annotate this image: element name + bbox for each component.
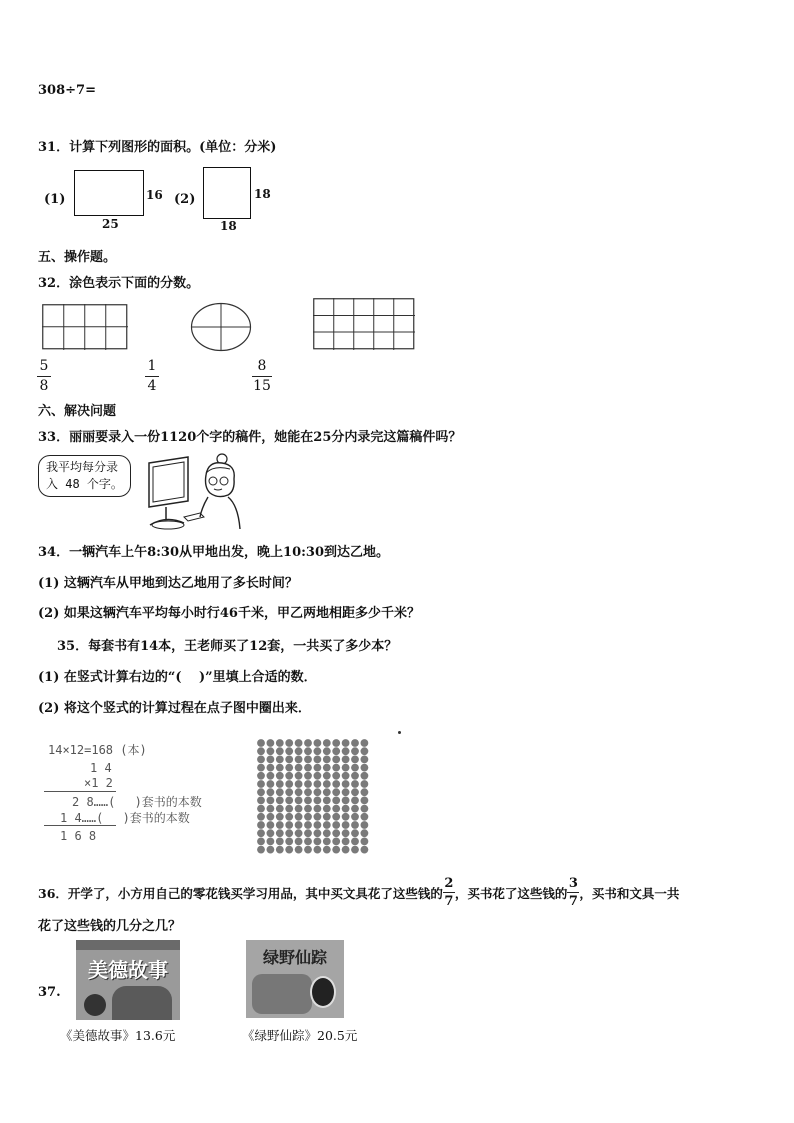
dot bbox=[285, 846, 293, 854]
dot bbox=[351, 739, 359, 747]
q34-sub1: (1) 这辆汽车从甲地到达乙地用了多长时间？ bbox=[38, 576, 298, 591]
dot bbox=[257, 846, 265, 854]
fraction-5-8: 5 8 bbox=[37, 358, 51, 395]
book2-cover-title: 绿野仙踪 bbox=[262, 948, 327, 967]
dot bbox=[314, 805, 322, 813]
dot bbox=[257, 797, 265, 805]
dot bbox=[323, 772, 331, 780]
dot bbox=[323, 788, 331, 796]
dot bbox=[323, 739, 331, 747]
dot bbox=[361, 780, 369, 788]
dot bbox=[304, 739, 312, 747]
dot bbox=[314, 846, 322, 854]
q36-line1 bbox=[38, 878, 679, 911]
dot bbox=[332, 739, 340, 747]
q36-part1: 36．开学了，小方用自己的零花钱买学习用品，其中买文具花了这些钱的 bbox=[38, 886, 443, 901]
dot bbox=[323, 813, 331, 821]
vertical-calc-line-1: 1 4 bbox=[90, 761, 112, 775]
dot bbox=[304, 780, 312, 788]
dot bbox=[285, 838, 293, 846]
book1-cover-title: 美德故事 bbox=[88, 958, 168, 982]
dot bbox=[332, 813, 340, 821]
dot bbox=[323, 764, 331, 772]
dot bbox=[257, 756, 265, 764]
dot bbox=[342, 747, 350, 755]
dot bbox=[276, 780, 284, 788]
dot bbox=[267, 838, 275, 846]
dot bbox=[314, 829, 322, 837]
dot bbox=[295, 838, 303, 846]
dot bbox=[314, 739, 322, 747]
dot bbox=[267, 821, 275, 829]
dot bbox=[267, 829, 275, 837]
dot bbox=[267, 813, 275, 821]
dot bbox=[332, 788, 340, 796]
q36-fraction-3-7: $\frac{3}{7}$ bbox=[568, 876, 578, 909]
dot bbox=[332, 780, 340, 788]
dot bbox=[351, 756, 359, 764]
dot bbox=[361, 739, 369, 747]
dot bbox=[314, 813, 322, 821]
rect-height-label: 16 bbox=[146, 188, 163, 202]
square-bottom-label: 18 bbox=[220, 219, 237, 233]
fraction-1-4: 1 4 bbox=[145, 358, 159, 395]
dot bbox=[314, 797, 322, 805]
q36-fraction-2-7: $\frac{2}{7}$ bbox=[444, 876, 454, 909]
dot bbox=[342, 739, 350, 747]
q35-sub2: (2) 将这个竖式的计算过程在点子图中圈出来． bbox=[38, 701, 311, 716]
dot bbox=[323, 747, 331, 755]
dot bbox=[276, 756, 284, 764]
dot bbox=[323, 829, 331, 837]
dot bbox=[295, 788, 303, 796]
dot bbox=[285, 821, 293, 829]
dot bbox=[314, 821, 322, 829]
dot bbox=[323, 846, 331, 854]
dot bbox=[285, 788, 293, 796]
dot bbox=[276, 739, 284, 747]
dot bbox=[295, 846, 303, 854]
dot bbox=[285, 829, 293, 837]
vertical-calc-line-3: 2 8……( )套书的本数 bbox=[72, 795, 202, 809]
dot bbox=[295, 756, 303, 764]
dot bbox=[295, 805, 303, 813]
grid-2x4 bbox=[42, 304, 128, 350]
dot bbox=[351, 772, 359, 780]
dot bbox=[314, 764, 322, 772]
dot bbox=[285, 739, 293, 747]
dot bbox=[332, 797, 340, 805]
equation: 14×12=168 (本) bbox=[48, 743, 147, 757]
dot bbox=[332, 846, 340, 854]
dot bbox=[295, 821, 303, 829]
dot bbox=[332, 821, 340, 829]
dot bbox=[257, 821, 265, 829]
rectangle-figure bbox=[74, 170, 144, 216]
q32-text: 32．涂色表示下面的分数。 bbox=[38, 276, 200, 291]
dot bbox=[295, 797, 303, 805]
fraction-8-15: 8 15 bbox=[253, 358, 271, 394]
vertical-calc-result: 1 6 8 bbox=[60, 829, 97, 843]
dot bbox=[257, 747, 265, 755]
dot bbox=[342, 838, 350, 846]
book-cover-meide bbox=[76, 940, 180, 1020]
dot bbox=[342, 756, 350, 764]
dot bbox=[304, 838, 312, 846]
q36-part2: ，买书花了这些钱的 bbox=[454, 886, 568, 901]
dot-grid bbox=[256, 738, 370, 854]
dot bbox=[276, 788, 284, 796]
dot bbox=[304, 797, 312, 805]
grid-3x5 bbox=[313, 298, 415, 350]
rect-width-label: 25 bbox=[102, 217, 119, 231]
dot bbox=[351, 764, 359, 772]
dot bbox=[332, 772, 340, 780]
stray-dot bbox=[398, 731, 401, 734]
q34-text: 34．一辆汽车上午8:30从甲地出发，晚上10:30到达乙地。 bbox=[38, 545, 390, 560]
dot bbox=[267, 788, 275, 796]
dot bbox=[257, 739, 265, 747]
dot bbox=[342, 821, 350, 829]
square-side-label: 18 bbox=[254, 187, 271, 201]
dot bbox=[276, 747, 284, 755]
dot bbox=[323, 780, 331, 788]
dot bbox=[332, 829, 340, 837]
dot bbox=[285, 756, 293, 764]
dot bbox=[267, 756, 275, 764]
section-5-heading: 五、操作题。 bbox=[38, 250, 117, 265]
division-expression: 308÷7= bbox=[38, 83, 96, 98]
dot bbox=[304, 813, 312, 821]
dot bbox=[295, 829, 303, 837]
dot bbox=[342, 829, 350, 837]
dot bbox=[304, 821, 312, 829]
dot bbox=[323, 821, 331, 829]
dot bbox=[342, 780, 350, 788]
dot bbox=[361, 829, 369, 837]
dot bbox=[314, 772, 322, 780]
dot bbox=[314, 756, 322, 764]
dot bbox=[342, 797, 350, 805]
dot bbox=[276, 813, 284, 821]
dot bbox=[361, 788, 369, 796]
dot bbox=[332, 756, 340, 764]
dot bbox=[257, 780, 265, 788]
dot bbox=[304, 764, 312, 772]
dot bbox=[314, 780, 322, 788]
dot bbox=[351, 846, 359, 854]
dot bbox=[267, 805, 275, 813]
girl-at-computer-illustration bbox=[140, 451, 242, 531]
dot bbox=[361, 846, 369, 854]
dot bbox=[361, 772, 369, 780]
q33-text: 33．丽丽要录入一份1120个字的稿件，她能在25分内录完这篇稿件吗？ bbox=[38, 430, 462, 445]
dot bbox=[314, 838, 322, 846]
dot bbox=[257, 829, 265, 837]
dot bbox=[332, 838, 340, 846]
dot bbox=[342, 813, 350, 821]
section-6-heading: 六、解决问题 bbox=[38, 404, 117, 419]
dot bbox=[351, 780, 359, 788]
dot bbox=[342, 805, 350, 813]
dot bbox=[257, 813, 265, 821]
dot bbox=[361, 805, 369, 813]
dot bbox=[304, 772, 312, 780]
bubble-line-2: 入 48 个字。 bbox=[46, 477, 123, 491]
dot bbox=[257, 838, 265, 846]
vertical-calc-line-2: ×1 2 bbox=[84, 776, 113, 790]
vertical-calc-line-4: 1 4……( )套书的本数 bbox=[60, 811, 190, 825]
dot bbox=[295, 747, 303, 755]
dot bbox=[361, 747, 369, 755]
dot bbox=[323, 797, 331, 805]
book1-caption: 《美德故事》13.6元 bbox=[60, 1028, 176, 1043]
dot bbox=[276, 797, 284, 805]
book-cover-lvye bbox=[246, 940, 344, 1018]
dot bbox=[285, 772, 293, 780]
dot bbox=[332, 805, 340, 813]
dot bbox=[267, 739, 275, 747]
q31-fig2-label: (2) bbox=[174, 192, 196, 207]
dot bbox=[257, 788, 265, 796]
dot bbox=[267, 764, 275, 772]
dot bbox=[257, 772, 265, 780]
dot bbox=[267, 747, 275, 755]
dot bbox=[323, 805, 331, 813]
q31-text: 31．计算下列图形的面积。(单位：分米) bbox=[38, 140, 277, 155]
dot bbox=[304, 805, 312, 813]
dot bbox=[276, 829, 284, 837]
dot bbox=[361, 764, 369, 772]
dot bbox=[276, 805, 284, 813]
dot bbox=[285, 805, 293, 813]
dot bbox=[351, 805, 359, 813]
dot bbox=[351, 821, 359, 829]
dot bbox=[304, 747, 312, 755]
dot bbox=[332, 764, 340, 772]
dot bbox=[285, 764, 293, 772]
dot bbox=[295, 780, 303, 788]
q36-line2: 花了这些钱的几分之几？ bbox=[38, 919, 182, 934]
dot bbox=[351, 747, 359, 755]
dot bbox=[323, 756, 331, 764]
dot bbox=[295, 813, 303, 821]
dot bbox=[276, 764, 284, 772]
q35-sub1: (1) 在竖式计算右边的“( )”里填上合适的数． bbox=[38, 670, 317, 685]
dot bbox=[304, 788, 312, 796]
dot bbox=[351, 813, 359, 821]
dot bbox=[267, 780, 275, 788]
book2-caption: 《绿野仙踪》20.5元 bbox=[242, 1028, 358, 1043]
dot bbox=[314, 788, 322, 796]
calc-divider-1 bbox=[44, 791, 116, 792]
dot bbox=[361, 821, 369, 829]
dot bbox=[285, 813, 293, 821]
dot bbox=[351, 788, 359, 796]
q35-text: 35．每套书有14本，王老师买了12套，一共买了多少本？ bbox=[57, 639, 398, 654]
dot bbox=[361, 756, 369, 764]
calc-divider-2 bbox=[44, 825, 116, 826]
dot bbox=[342, 764, 350, 772]
q31-fig1-label: (1) bbox=[44, 192, 66, 207]
q37-label: 37. bbox=[38, 985, 61, 1000]
dot bbox=[267, 797, 275, 805]
dot bbox=[342, 772, 350, 780]
dot bbox=[276, 846, 284, 854]
dot bbox=[342, 788, 350, 796]
dot bbox=[351, 797, 359, 805]
bubble-line-1: 我平均每分录 bbox=[46, 460, 119, 474]
square-figure bbox=[203, 167, 251, 219]
dot bbox=[351, 838, 359, 846]
dot bbox=[276, 772, 284, 780]
speech-bubble bbox=[38, 455, 131, 497]
dot bbox=[295, 739, 303, 747]
dot bbox=[361, 813, 369, 821]
dot bbox=[267, 772, 275, 780]
dot bbox=[285, 780, 293, 788]
q34-sub2: (2) 如果这辆汽车平均每小时行46千米，甲乙两地相距多少千米？ bbox=[38, 606, 420, 621]
dot bbox=[276, 838, 284, 846]
dot bbox=[285, 747, 293, 755]
dot bbox=[295, 764, 303, 772]
dot bbox=[361, 797, 369, 805]
dot bbox=[295, 772, 303, 780]
dot bbox=[267, 846, 275, 854]
dot bbox=[351, 829, 359, 837]
q36-part3: ，买书和文具一共 bbox=[579, 886, 680, 901]
dot bbox=[304, 829, 312, 837]
ellipse-quarters bbox=[190, 302, 252, 352]
dot bbox=[323, 838, 331, 846]
dot bbox=[257, 805, 265, 813]
dot bbox=[304, 756, 312, 764]
dot bbox=[276, 821, 284, 829]
dot bbox=[257, 764, 265, 772]
dot bbox=[332, 747, 340, 755]
dot bbox=[285, 797, 293, 805]
dot bbox=[342, 846, 350, 854]
dot bbox=[361, 838, 369, 846]
dot bbox=[304, 846, 312, 854]
dot bbox=[314, 747, 322, 755]
